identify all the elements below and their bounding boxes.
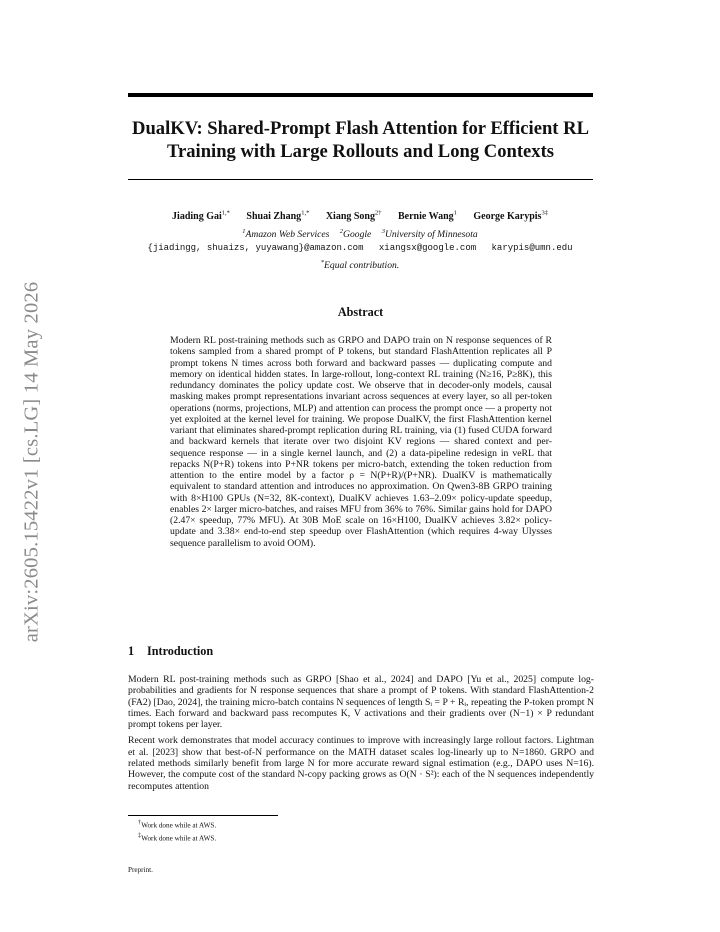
arxiv-identifier-stamp: arXiv:2605.15422v1 [cs.LG] 14 May 2026 [20,281,43,643]
affiliation-name: Amazon Web Services [245,229,330,241]
equal-contribution-text: Equal contribution. [324,260,400,272]
equal-contribution-mark: * [320,259,325,266]
paper-title: DualKV: Shared-Prompt Flash Attention for Efficient RL Training with Large Rollouts and Long Contexts [132,118,589,162]
author [326,211,382,222]
section-title: Introduction [147,644,214,658]
author-name: George Karypis [473,211,542,223]
abstract-heading: Abstract [337,305,384,319]
introduction-body [128,674,594,797]
author-marks: 1,* [301,210,310,217]
affiliation-name: Google [343,229,372,241]
author-name: Jiading Gai [172,211,222,223]
footnote-mark: ‡ [138,832,142,840]
author-marks: 1 [453,210,457,217]
author-name: Shuai Zhang [246,211,302,223]
affiliation-mark: 1 [242,228,246,235]
author-marks: 2† [375,210,382,217]
author [398,211,457,222]
author-name: Xiang Song [325,211,375,223]
paragraph: Modern RL post-training methods such as GRPO [Shao et al., 2024] and DAPO [Yu et al., 2025] compute log-probabilities and gradients for N response sequences that share a prompt of P tokens. With standard FlashAttention-2 (FA2) [Dao, 2024], the training micro-batch contains N sequences of length Sᵢ = P + Rᵢ, repeating the P-token prompt N times. Each forward and backward pass recomputes K, V activations and their gradients over (N−1) × P redundant prompt tokens per layer. [128,674,594,731]
affiliation [242,229,329,240]
email-list [100,243,620,253]
section-number: 1 [128,644,135,658]
email-address[interactable]: xiangsx@google.com [378,243,477,253]
affiliation-list [100,228,620,240]
equal-contribution-note [100,259,620,271]
author [246,211,309,222]
author [473,211,548,222]
footnote [138,831,216,844]
footnote-mark: † [138,819,142,826]
title-top-rule [128,93,593,97]
email-address[interactable]: {jiadingg, shuaizs, yuyawang}@amazon.com [147,243,364,253]
footnote-rule [128,815,278,816]
affiliation [340,229,372,240]
footnote-text: Work done while at AWS. [141,821,217,830]
author-marks: 1,* [221,210,230,217]
email-address[interactable]: karypis@umn.edu [491,243,573,253]
author-marks: 3‡ [541,210,548,217]
affiliation-mark: 3 [381,228,385,235]
affiliation-name: University of Minnesota [384,229,478,241]
title-bottom-rule [128,179,593,180]
footnote-text: Work done while at AWS. [141,834,217,843]
author-list [100,210,620,222]
footer-preprint-label: Preprint. [128,866,153,874]
section-heading [128,644,213,659]
affiliation [382,229,478,240]
footnote [138,818,216,831]
paragraph: Recent work demonstrates that model accuracy continues to improve with increasingly large rollout factors. Lightman et al. [2023] show that best-of-N performance on the MATH dataset scales log-linearly up to N=1860. GRPO and related methods similarly benefit from large N for more accurate reward signal estimation (e.g., DAPO uses N=16). However, the compute cost of the standard N-copy packing grows as O(N · S²): each of the N sequences independently recomputes attention [128,735,594,792]
author [172,211,230,222]
affiliation-mark: 2 [339,228,344,235]
footnotes [138,818,216,844]
author-name: Bernie Wang [398,211,454,223]
abstract-text: Modern RL post-training methods such as GRPO and DAPO train on N response sequences of R tokens sampled from a shared prompt of P tokens, but standard FlashAttention replicates all P prompt tokens N times across both forward and backward passes — duplicating compute and memory on identical hidden states. In large-rollout, long-context RL training (N≥16, P≥8K), this redundancy dominates the policy update cost. We observe that in decoder-only models, causal masking makes prompt representations invariant across sequences at every layer, so all per-token operations (norms, projections, MLP) and attention can process the prompt once — a property not yet exploited at the kernel level for training. We propose DualKV, the first FlashAttention kernel variant that eliminates shared-prompt replication during RL training, via (1) fused CUDA forward and backward kernels that iterate over two disjoint KV regions — shared context and per-sequence response — in a single kernel launch, and (2) a data-pipeline redesign in veRL that repacks N(P+R) tokens into P+NR tokens per micro-batch, extending the token reduction from attention to the entire model by a factor ρ = N(P+R)/(P+NR). DualKV is mathematically equivalent to standard attention and introduces no approximation. On Qwen3-8B GRPO training with 8×H100 GPUs (N=32, 8K-context), DualKV achieves 1.63–2.09× policy-update speedup, enables 2× larger micro-batches, and raises MFU from 36% to 76%. Similar gains hold for DAPO (2.47× speedup, 77% MFU). At 30B MoE scale on 16×H100, DualKV achieves 3.82× policy-update and 3.38× end-to-end step speedup over FlashAttention (which requires 4-way Ulysses sequence parallelism to avoid OOM). [170,335,552,549]
